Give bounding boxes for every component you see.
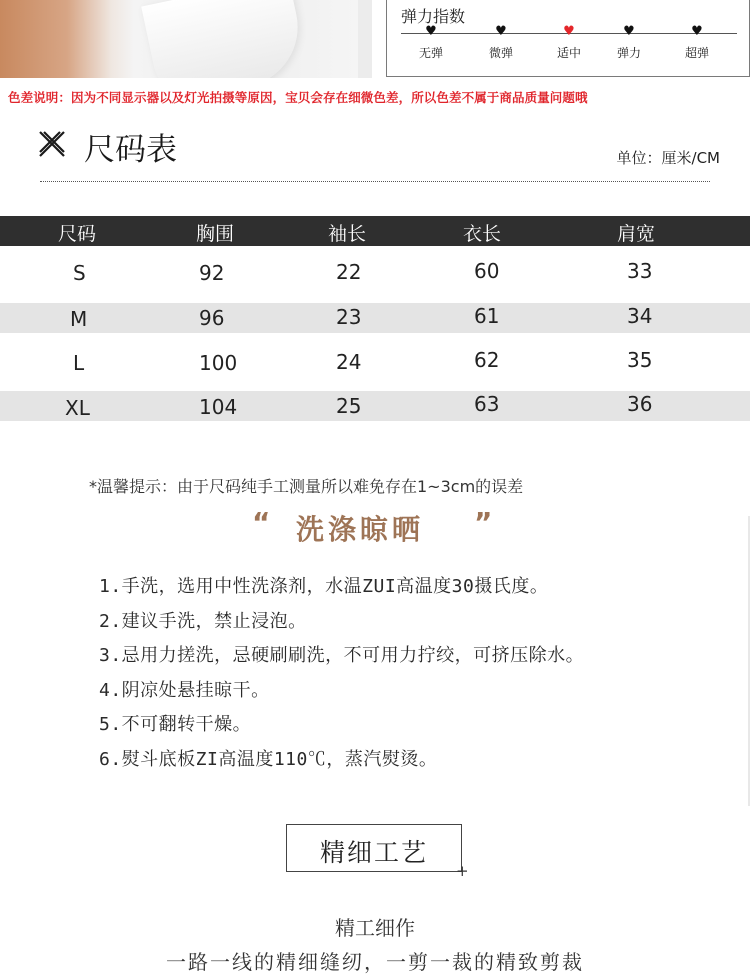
color-disclaimer: 色差说明：因为不同显示器以及灯光拍摄等原因，宝贝会存在细微色差，所以色差不属于商品质量问题哦 bbox=[8, 90, 588, 105]
elasticity-level-label: 弹力 bbox=[616, 46, 641, 60]
cell-length: 61 bbox=[474, 304, 500, 328]
photo-edge bbox=[358, 0, 372, 78]
column-header-size: 尺码 bbox=[58, 223, 97, 245]
list-item: 5.不可翻转干燥。 bbox=[99, 714, 252, 735]
elasticity-level bbox=[667, 24, 727, 61]
list-item: 4.阴凉处悬挂晾干。 bbox=[99, 679, 270, 701]
cell-shoulder: 33 bbox=[627, 259, 653, 283]
cell-length: 60 bbox=[474, 259, 500, 283]
cell-chest: 100 bbox=[199, 351, 238, 375]
measurement-tip: *温馨提示：由于尺码纯手工测量所以难免存在1~3cm的误差 bbox=[89, 477, 524, 496]
heart-icon: ♥ bbox=[495, 24, 507, 39]
table-row bbox=[0, 303, 750, 333]
elasticity-panel bbox=[386, 0, 750, 77]
washing-instructions bbox=[99, 572, 584, 779]
heart-icon-active: ♥ bbox=[563, 24, 575, 39]
craft-title-box bbox=[286, 824, 462, 872]
size-chart-title: 尺码表 bbox=[84, 132, 177, 168]
elasticity-level-label: 超弹 bbox=[684, 46, 709, 60]
elasticity-level bbox=[599, 24, 659, 61]
elasticity-level-label: 无弹 bbox=[418, 46, 443, 60]
product-photo bbox=[0, 0, 372, 78]
column-header-chest: 胸围 bbox=[196, 223, 235, 245]
cell-chest: 104 bbox=[199, 395, 238, 419]
cell-chest: 92 bbox=[199, 261, 225, 285]
list-item: 3.忌用力搓洗，忌硬刷刷洗，不可用力拧绞，可挤压除水。 bbox=[99, 645, 585, 666]
cell-size: XL bbox=[65, 396, 90, 420]
cell-sleeve: 22 bbox=[336, 260, 362, 284]
craft-subtitle: 精工细作 bbox=[335, 916, 415, 940]
table-row bbox=[0, 347, 750, 377]
heart-icon: ♥ bbox=[623, 24, 635, 39]
column-header-shoulder: 肩宽 bbox=[617, 223, 656, 245]
cell-shoulder: 35 bbox=[627, 348, 653, 372]
table-row bbox=[0, 259, 750, 289]
scissors-icon bbox=[36, 128, 68, 160]
close-quote: ” bbox=[474, 506, 493, 539]
column-header-length: 衣长 bbox=[463, 223, 502, 245]
dotted-divider bbox=[40, 181, 710, 182]
heart-icon: ♥ bbox=[425, 24, 437, 39]
open-quote: “ bbox=[252, 506, 271, 539]
elasticity-level bbox=[401, 24, 461, 61]
elasticity-level-label: 适中 bbox=[556, 46, 581, 60]
elasticity-level-label: 微弹 bbox=[488, 46, 513, 60]
cell-shoulder: 34 bbox=[627, 304, 653, 328]
cell-sleeve: 25 bbox=[336, 394, 362, 418]
craft-cut-line: 一路一线的精细缝纫，一剪一裁的精致剪裁 bbox=[166, 950, 584, 974]
craft-title: 精细工艺 bbox=[319, 838, 428, 867]
list-item: 2.建议手洗，禁止浸泡。 bbox=[99, 610, 307, 632]
cell-length: 62 bbox=[474, 348, 500, 372]
unit-label: 单位：厘米/CM bbox=[616, 149, 720, 167]
cell-size: M bbox=[70, 307, 88, 331]
cell-shoulder: 36 bbox=[627, 392, 653, 416]
list-item: 6.熨斗底板ZI高温度110℃，蒸汽熨烫。 bbox=[99, 748, 438, 770]
plus-icon: + bbox=[456, 862, 469, 880]
elasticity-level-active bbox=[539, 24, 599, 61]
cell-chest: 96 bbox=[199, 306, 225, 330]
elasticity-title: 弹力指数 bbox=[401, 7, 466, 26]
cell-length: 63 bbox=[474, 392, 500, 416]
cell-size: S bbox=[73, 261, 86, 285]
list-item: 1.手洗，选用中性洗涤剂，水温ZUI高温度30摄氏度。 bbox=[99, 576, 549, 597]
elasticity-level bbox=[471, 24, 531, 61]
size-table-header bbox=[0, 216, 750, 246]
heart-icon: ♥ bbox=[691, 24, 703, 39]
cell-size: L bbox=[73, 351, 85, 375]
cell-sleeve: 24 bbox=[336, 350, 362, 374]
table-row bbox=[0, 391, 750, 421]
garment-sleeve bbox=[141, 0, 309, 78]
column-header-sleeve: 袖长 bbox=[328, 223, 367, 245]
cell-sleeve: 23 bbox=[336, 305, 362, 329]
washing-title: 洗涤晾晒 bbox=[296, 513, 425, 546]
